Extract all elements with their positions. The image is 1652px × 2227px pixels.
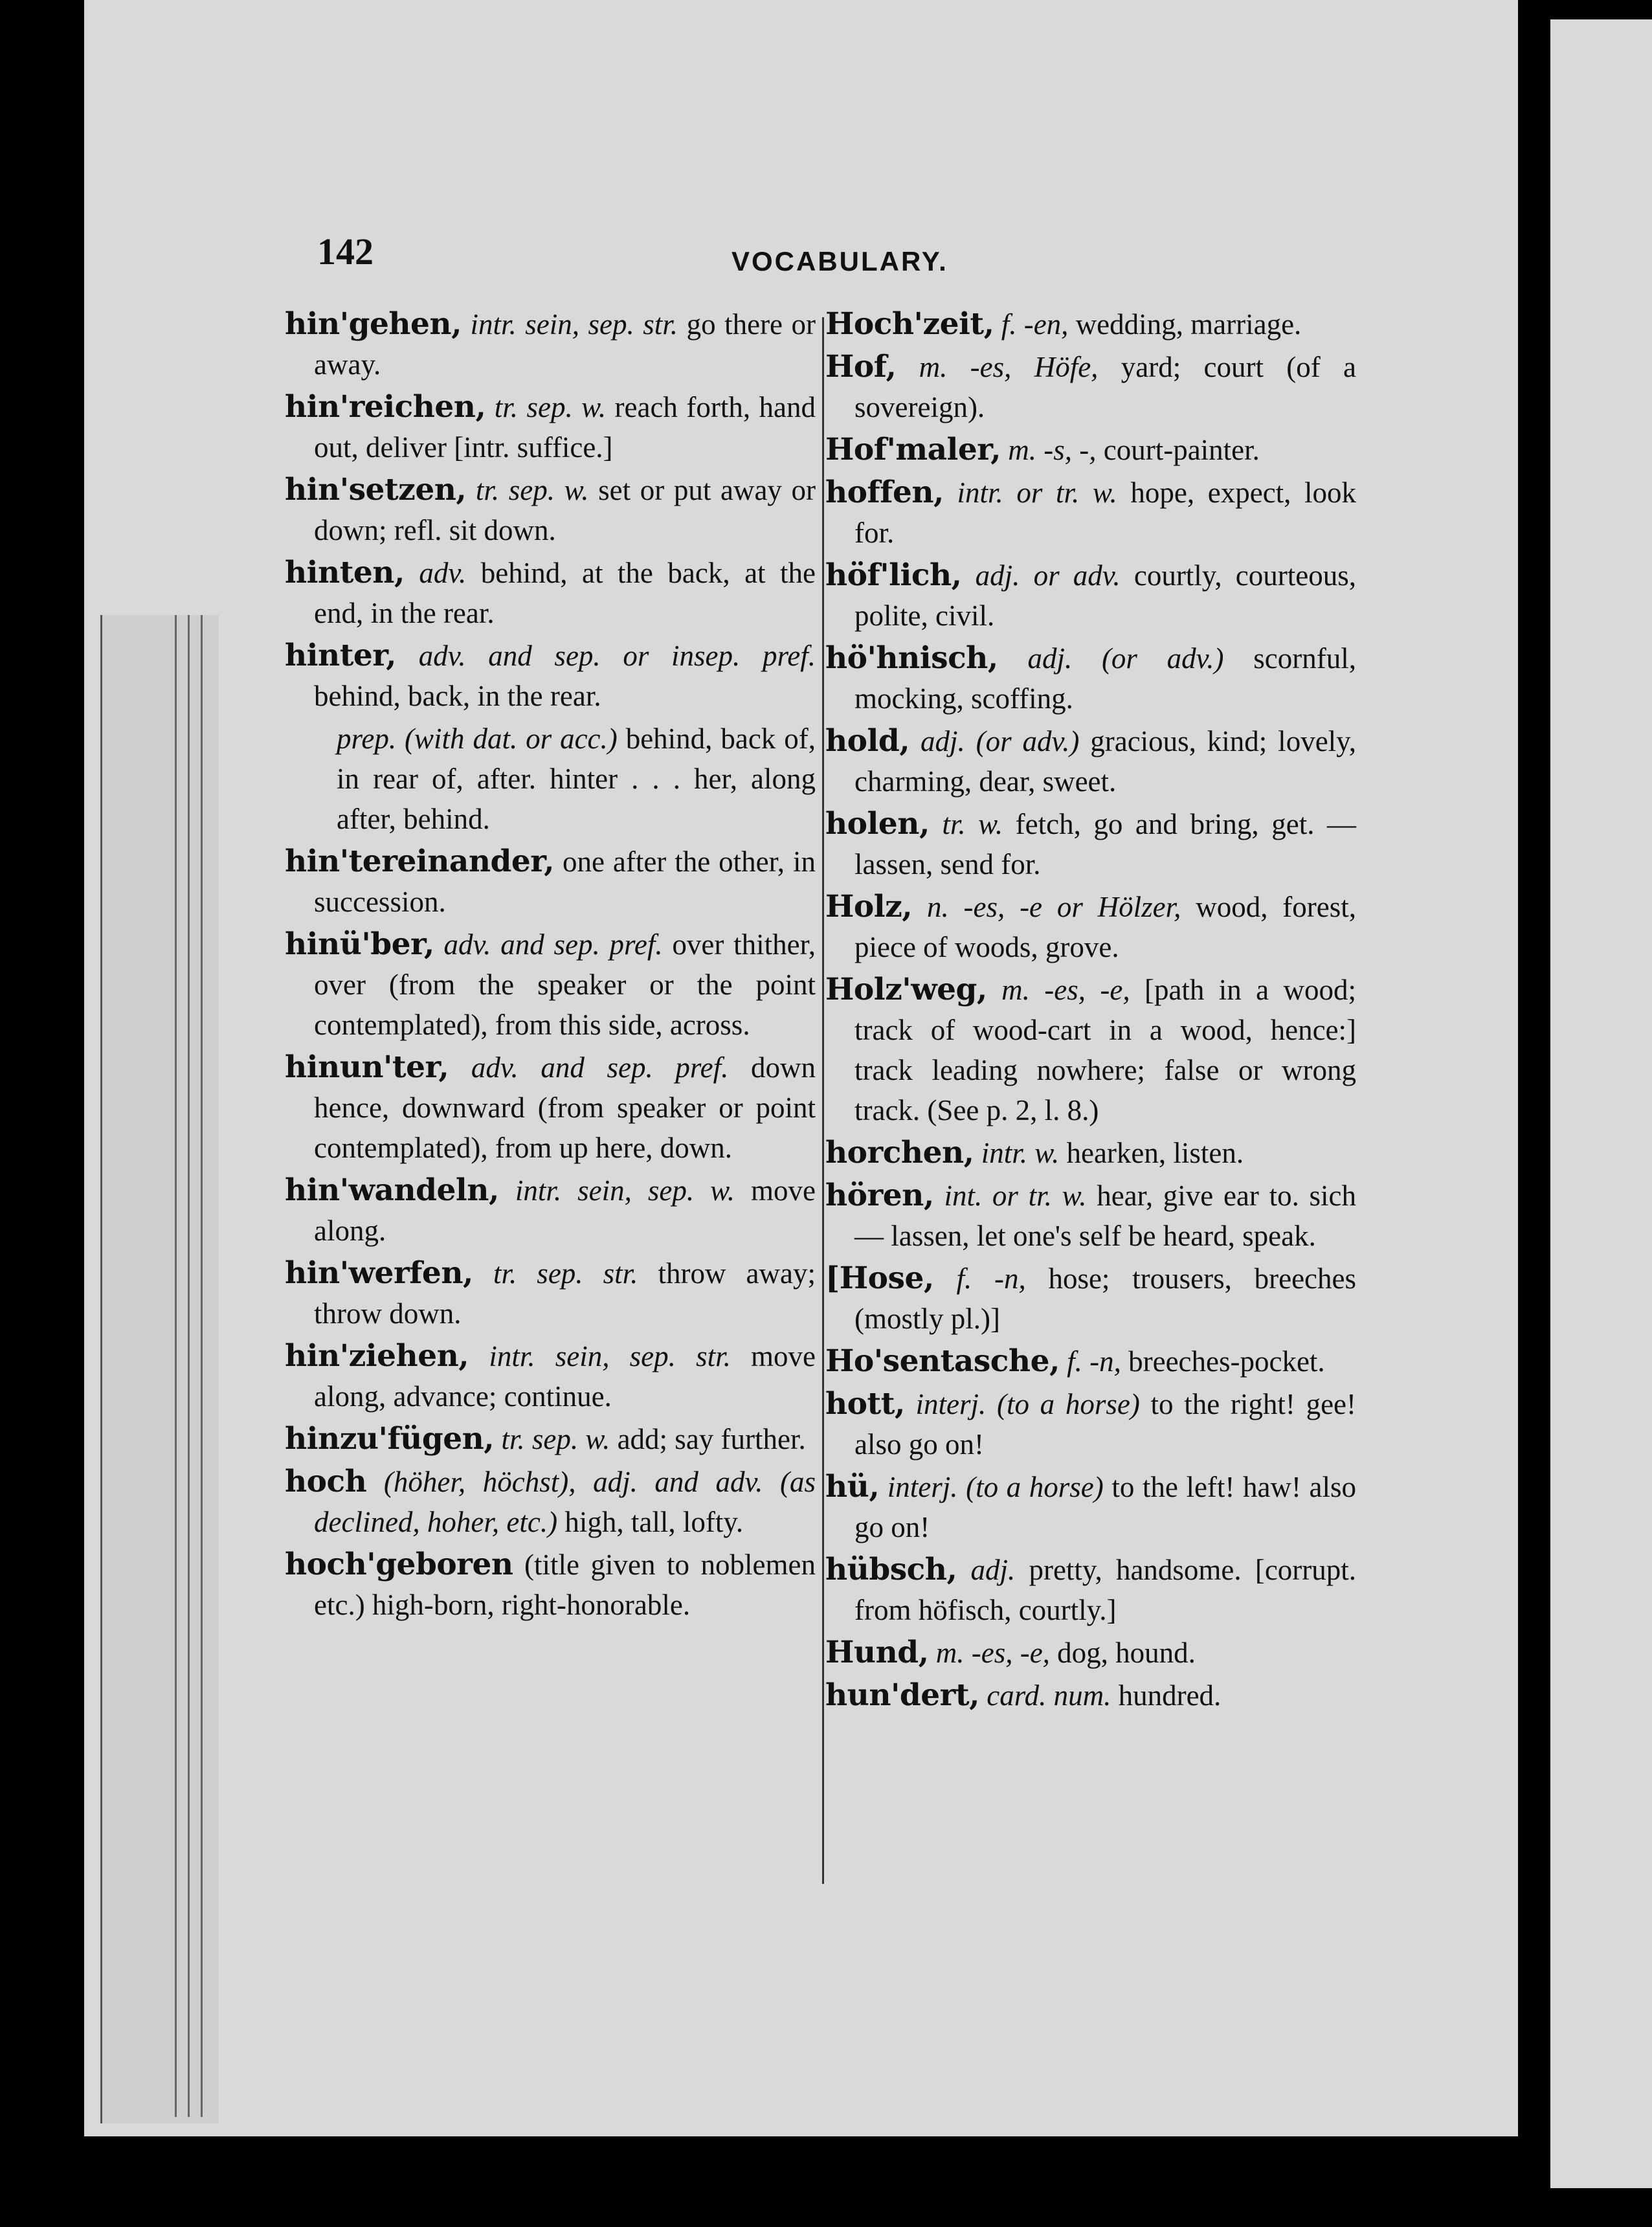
entry-headword: hoch bbox=[285, 1464, 367, 1499]
dictionary-entry bbox=[285, 1170, 816, 1251]
entry-grammar: interj. (to a horse) bbox=[887, 1471, 1104, 1503]
entry-grammar: m. -es, Höfe, bbox=[919, 351, 1099, 383]
dictionary-entry bbox=[825, 887, 1356, 967]
entry-grammar: m. -es, -e, bbox=[1001, 974, 1130, 1006]
dictionary-entry bbox=[825, 304, 1356, 344]
entry-grammar: intr. sein, sep. str. bbox=[470, 308, 678, 341]
entry-grammar: intr. sein, sep. str. bbox=[489, 1340, 731, 1372]
left-column bbox=[285, 304, 816, 1628]
entry-headword: hott, bbox=[825, 1386, 905, 1422]
dictionary-entry bbox=[825, 1550, 1356, 1630]
entry-definition: set or put away or down; refl. sit down. bbox=[314, 474, 816, 546]
entry-definition: pretty, handsome. [corrupt. from höfisch, courtly.] bbox=[854, 1554, 1357, 1626]
entry-definition: dog, hound. bbox=[1057, 1637, 1196, 1669]
entry-headword: hoffen, bbox=[825, 475, 944, 510]
dictionary-entry bbox=[825, 1176, 1356, 1256]
dictionary-entry bbox=[825, 1259, 1356, 1339]
dictionary-entry bbox=[825, 721, 1356, 801]
entry-definition: move along. bbox=[314, 1174, 816, 1247]
entry-definition: one after the other, in succession. bbox=[314, 845, 816, 918]
entry-grammar: f. -n, bbox=[1067, 1345, 1121, 1378]
entry-definition: hearken, listen. bbox=[1066, 1137, 1244, 1169]
entry-grammar: f. -n, bbox=[956, 1262, 1026, 1295]
entry-headword: hinun'ter, bbox=[285, 1049, 449, 1085]
entry-headword: hin'werfen, bbox=[285, 1255, 473, 1291]
entry-headword: hin'wandeln, bbox=[285, 1172, 499, 1208]
entry-grammar: int. or tr. w. bbox=[944, 1180, 1087, 1212]
page-header bbox=[0, 230, 1652, 282]
edge-line bbox=[188, 615, 190, 2117]
entry-grammar: adv. and sep. or insep. pref. bbox=[418, 640, 816, 672]
entry-headword: horchen, bbox=[825, 1135, 974, 1170]
entry-definition: high, tall, lofty. bbox=[564, 1506, 744, 1538]
entry-headword: hinten, bbox=[285, 555, 405, 590]
entry-grammar: tr. sep. str. bbox=[493, 1257, 638, 1290]
entry-headword: hinzu'fügen, bbox=[285, 1421, 495, 1457]
dictionary-entry bbox=[285, 1419, 816, 1459]
dictionary-entry bbox=[285, 304, 816, 385]
entry-definition: throw away; throw down. bbox=[314, 1257, 816, 1330]
entry-definition: hose; trousers, breeches (mostly pl.)] bbox=[854, 1262, 1356, 1335]
entry-grammar: intr. or tr. w. bbox=[957, 476, 1117, 509]
entry-definition: to the left! haw! also go on! bbox=[854, 1471, 1357, 1543]
entry-grammar: f. -en, bbox=[1001, 308, 1069, 341]
entry-grammar: adv. bbox=[419, 557, 467, 589]
entry-grammar: adv. and sep. pref. bbox=[471, 1051, 729, 1084]
dictionary-entry bbox=[285, 470, 816, 550]
entry-headword: hü, bbox=[825, 1469, 880, 1505]
entry-headword: hin'tereinander, bbox=[285, 844, 554, 879]
entry-definition: wedding, marriage. bbox=[1075, 308, 1302, 341]
entry-headword: Holz'weg, bbox=[825, 972, 987, 1007]
entry-headword: Hund, bbox=[825, 1635, 929, 1670]
entry-definition: courtly, courteous, polite, civil. bbox=[854, 559, 1356, 632]
entry-definition: wood, forest, piece of woods, grove. bbox=[854, 891, 1356, 963]
dictionary-entry bbox=[825, 1384, 1356, 1464]
dictionary-entry bbox=[825, 1675, 1356, 1716]
entry-headword: Hof'maler, bbox=[825, 432, 1001, 467]
entry-definition: hear, give ear to. sich — lassen, let one's self be heard, speak. bbox=[854, 1180, 1357, 1252]
entry-definition: reach forth, hand out, deliver [intr. suffice.] bbox=[314, 391, 816, 464]
entry-headword: hoch'geboren bbox=[285, 1547, 513, 1582]
entry-definition: move along, advance; continue. bbox=[314, 1340, 816, 1413]
dictionary-entry bbox=[285, 1462, 816, 1542]
entry-grammar: tr. sep. w. bbox=[475, 474, 589, 506]
running-head: VOCABULARY. bbox=[731, 246, 948, 276]
entry-headword: Hof, bbox=[825, 349, 897, 385]
entry-headword: hin'ziehen, bbox=[285, 1338, 469, 1374]
entry-grammar: (höher, höchst), adj. and adv. (as declined, hoher, etc.) bbox=[314, 1466, 816, 1538]
dictionary-entry bbox=[825, 804, 1356, 884]
entry-definition: behind, at the back, at the end, in the rear. bbox=[314, 557, 816, 629]
page-number: 142 bbox=[317, 230, 374, 273]
entry-definition: behind, back of, in rear of, after. hinter . . . her, along after, behind. bbox=[337, 722, 816, 835]
entry-definition: add; say further. bbox=[617, 1423, 806, 1455]
dictionary-entry bbox=[825, 430, 1356, 470]
entry-definition: behind, back, in the rear. bbox=[314, 680, 601, 712]
entry-headword: höf'lich, bbox=[825, 557, 962, 593]
dictionary-entry bbox=[825, 1633, 1356, 1673]
entry-grammar: adj. (or adv.) bbox=[1027, 642, 1224, 675]
edge-line bbox=[175, 615, 177, 2117]
entry-definition: (title given to noblemen etc.) high-born, right-honorable. bbox=[314, 1549, 816, 1621]
entry-definition: yard; court (of a sovereign). bbox=[854, 351, 1357, 423]
entry-grammar: intr. w. bbox=[981, 1137, 1060, 1169]
entry-definition: scornful, mocking, scoffing. bbox=[854, 642, 1356, 715]
entry-grammar: tr. sep. w. bbox=[501, 1423, 610, 1455]
entry-headword: hö'hnisch, bbox=[825, 640, 998, 676]
entry-definition: go there or away. bbox=[314, 308, 816, 381]
entry-headword: hinü'ber, bbox=[285, 926, 434, 962]
entry-grammar: m. -es, -e, bbox=[935, 1637, 1050, 1669]
entry-definition: down hence, downward (from speaker or point contemplated), from up here, down. bbox=[314, 1051, 816, 1164]
entry-definition: court-painter. bbox=[1103, 434, 1260, 466]
entry-headword: holen, bbox=[825, 806, 930, 842]
dictionary-entry bbox=[285, 719, 816, 839]
dictionary-entry bbox=[825, 970, 1356, 1130]
entry-headword: hin'setzen, bbox=[285, 472, 467, 508]
entry-grammar: interj. (to a horse) bbox=[915, 1388, 1140, 1420]
entry-headword: Holz, bbox=[825, 889, 913, 924]
dictionary-entry bbox=[825, 1467, 1356, 1547]
entry-definition: to the right! gee! also go on! bbox=[854, 1388, 1357, 1460]
entry-definition: over thither, over (from the speaker or the point contemplated), from this side, across. bbox=[314, 928, 816, 1041]
entry-headword: hin'reichen, bbox=[285, 389, 486, 425]
entry-definition: hundred. bbox=[1118, 1679, 1222, 1712]
dictionary-entry bbox=[285, 1253, 816, 1334]
dictionary-entry bbox=[285, 842, 816, 922]
page-right bbox=[1550, 19, 1652, 2188]
entry-definition: breeches-pocket. bbox=[1128, 1345, 1325, 1378]
entry-headword: [Hose, bbox=[825, 1260, 934, 1296]
entry-grammar: adj. or adv. bbox=[975, 559, 1121, 592]
dictionary-entry bbox=[825, 1133, 1356, 1173]
entry-definition: hope, expect, look for. bbox=[854, 476, 1357, 549]
edge-line bbox=[201, 615, 203, 2117]
dictionary-entry bbox=[285, 1545, 816, 1625]
entry-headword: Ho'sentasche, bbox=[825, 1343, 1060, 1379]
entry-definition: fetch, go and bring, get. — lassen, send for. bbox=[854, 808, 1357, 880]
entry-grammar: intr. sein, sep. w. bbox=[515, 1174, 735, 1207]
entry-headword: hübsch, bbox=[825, 1552, 957, 1587]
dictionary-entry bbox=[285, 387, 816, 467]
entry-grammar: m. -s, -, bbox=[1008, 434, 1097, 466]
dictionary-entry bbox=[285, 924, 816, 1045]
entry-grammar: adv. and sep. pref. bbox=[443, 928, 663, 961]
dictionary-entry bbox=[285, 636, 816, 716]
entry-definition: [path in a wood; track of wood-cart in a wood, hence:] track leading nowhere; false or wrong track. (See p. 2, l. 8.) bbox=[854, 974, 1357, 1126]
right-column bbox=[825, 304, 1356, 1718]
entry-grammar: card. num. bbox=[987, 1679, 1111, 1712]
entry-grammar: adj. (or adv.) bbox=[920, 725, 1080, 757]
entry-grammar: prep. (with dat. or acc.) bbox=[337, 722, 618, 755]
dictionary-entry bbox=[825, 1341, 1356, 1382]
dictionary-entry bbox=[825, 555, 1356, 636]
entry-grammar: tr. w. bbox=[942, 808, 1003, 840]
entry-headword: hinter, bbox=[285, 638, 397, 673]
entry-headword: hören, bbox=[825, 1178, 934, 1213]
dictionary-entry bbox=[825, 347, 1356, 427]
entry-headword: hin'gehen, bbox=[285, 306, 462, 342]
entry-headword: hold, bbox=[825, 723, 910, 759]
entry-grammar: adj. bbox=[970, 1554, 1016, 1586]
dictionary-entry bbox=[825, 473, 1356, 553]
entry-grammar: tr. sep. w. bbox=[494, 391, 607, 423]
dictionary-entry bbox=[825, 638, 1356, 719]
gutter bbox=[1518, 0, 1550, 2227]
entry-headword: hun'dert, bbox=[825, 1677, 980, 1713]
dictionary-entry bbox=[285, 1047, 816, 1168]
entry-definition: gracious, kind; lovely, charming, dear, sweet. bbox=[854, 725, 1356, 798]
dictionary-entry bbox=[285, 1336, 816, 1416]
entry-grammar: n. -es, -e or Hölzer, bbox=[926, 891, 1181, 923]
entry-headword: Hoch'zeit, bbox=[825, 306, 994, 342]
dictionary-entry bbox=[285, 553, 816, 633]
column-divider bbox=[822, 317, 824, 1884]
